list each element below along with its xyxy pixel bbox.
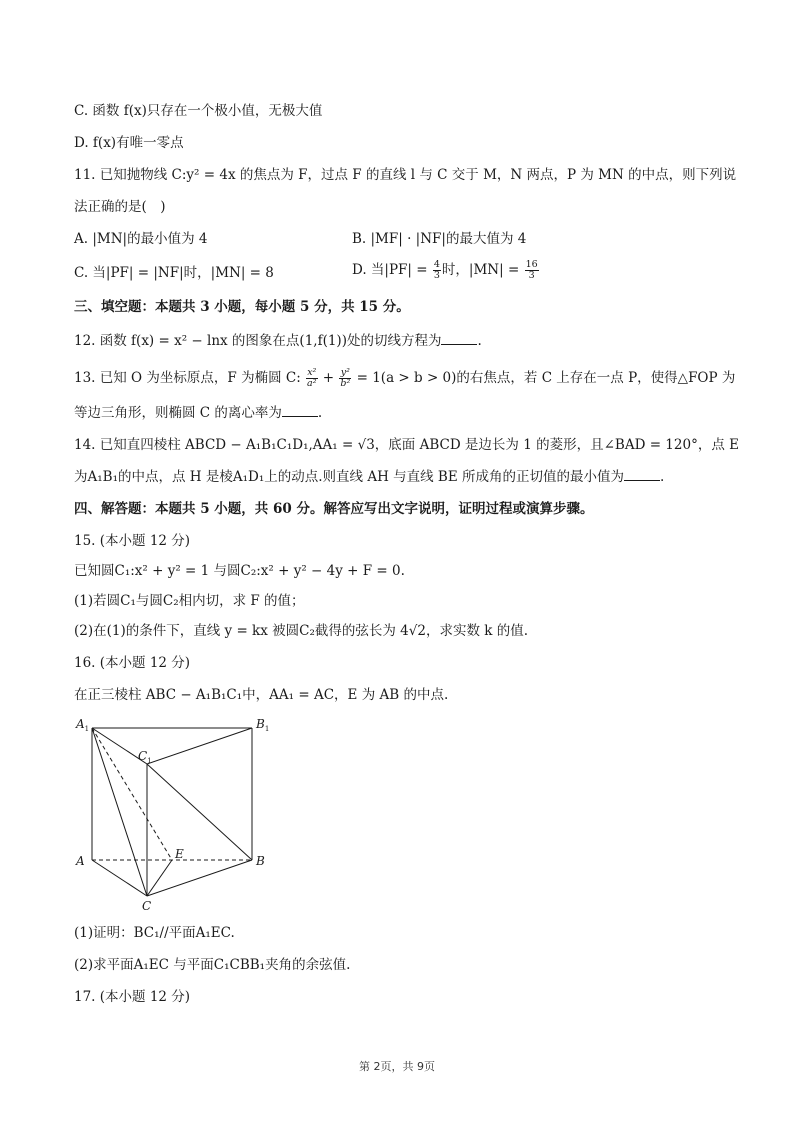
label-b: B	[256, 854, 265, 868]
q14-line1: 14. 已知直四棱柱 ABCD − A₁B₁C₁D₁,AA₁ = √3，底面 ABCD 是边长为 1 的菱形，且∠BAD = 120°，点 E	[74, 437, 739, 453]
q12-stem: 12. 函数 f(x) = x² − lnx 的图象在点(1,f(1))处的切线方程为	[74, 333, 442, 349]
section-3-heading: 三、填空题：本题共 3 小题，每小题 5 分，共 15 分。	[74, 299, 410, 315]
answer-blank	[441, 332, 477, 345]
fraction-x2-a2: $\frac{\text{x²}}{\text{a²}}$	[307, 367, 317, 389]
q11-option-d-middle: 时，|MN| =	[441, 262, 524, 278]
fraction-den: 3	[433, 270, 440, 281]
label-c1: $C_1$	[138, 749, 152, 765]
fraction-16-3	[525, 260, 539, 281]
q17-title: 17. (本小题 12 分)	[74, 989, 191, 1005]
q10-option-d: D. f(x)有唯一零点	[74, 135, 184, 151]
q15-title: 15. (本小题 12 分)	[74, 533, 191, 549]
label-a: A	[76, 854, 85, 868]
q15-stem: 已知圆C₁:x² + y² = 1 与圆C₂:x² + y² − 4y + F = 0.	[74, 563, 405, 579]
page-footer: 第 2页，共 9页	[359, 1060, 435, 1073]
q13-line2: 等边三角形，则椭圆 C 的离心率为 .	[74, 405, 323, 421]
fraction-num: 4	[433, 259, 440, 270]
answer-blank	[282, 404, 318, 417]
q15-part2: (2)在(1)的条件下，直线 y = kx 被圆C₂截得的弦长为 4√2，求实数 k 的值.	[74, 623, 529, 639]
q11-option-b: B. |MF| · |NF|的最大值为 4	[352, 231, 527, 247]
q10-option-c: C. 函数 f(x)只存在一个极小值，无极大值	[74, 103, 323, 119]
edge-a-c	[92, 860, 147, 896]
q13-suffix: = 1(a > b > 0)的右焦点，若 C 上存在一点 P，使得△FOP 为	[352, 370, 736, 386]
edge-b1-c1	[147, 728, 252, 764]
section-4-heading: 四、解答题：本题共 5 小题，共 60 分。解答应写出文字说明，证明过程或演算步骤。	[74, 501, 594, 517]
label-e: E	[175, 847, 184, 861]
q11-option-d	[352, 260, 540, 281]
q11-stem-line2: 法正确的是( )	[74, 199, 166, 215]
q11-option-a: A. |MN|的最小值为 4	[74, 231, 208, 247]
q16-part1: (1)证明：BC₁//平面A₁EC.	[74, 925, 235, 941]
segment-c-e	[147, 860, 172, 896]
q16-title: 16. (本小题 12 分)	[74, 655, 191, 671]
label-b1: $B_1$	[256, 717, 270, 733]
q13-line2-text: 等边三角形，则椭圆 C 的离心率为	[74, 405, 282, 421]
q11-option-d-prefix: D. 当|PF| =	[352, 262, 432, 278]
fraction-den: 3	[528, 270, 535, 281]
q14-line2-text: 为A₁B₁的中点，点 H 是棱A₁D₁上的动点.则直线 AH 与直线 BE 所成角的正切值的最小值为	[74, 469, 624, 485]
q15-part1: (1)若圆C₁与圆C₂相内切，求 F 的值；	[74, 593, 305, 609]
q16-part2: (2)求平面A₁EC 与平面C₁CBB₁夹角的余弦值.	[74, 957, 351, 973]
q13-line1: 13. 已知 O 为坐标原点，F 为椭圆 C: $\frac{\text{x²}}{\text{a²}}$ + $\frac{\text{y²}}{\text{b²}}$ = 1(a > b > 0)的右焦点，若 C 上存在一点 P，使得△FOP 为	[74, 367, 736, 389]
label-a1: $A_1$	[76, 717, 90, 733]
label-c: C	[142, 899, 152, 913]
q11-option-c: C. 当|PF| = |NF|时，|MN| = 8	[74, 265, 274, 281]
segment-c1-b	[147, 764, 252, 860]
fraction-4-3	[433, 260, 441, 281]
edge-c-b	[147, 860, 252, 896]
prism-figure	[70, 712, 280, 917]
answer-blank	[624, 468, 660, 481]
q11-stem-line1: 11. 已知抛物线 C:y² = 4x 的焦点为 F，过点 F 的直线 l 与 C 交于 M，N 两点，P 为 MN 的中点，则下列说	[74, 167, 737, 183]
q16-stem: 在正三棱柱 ABC − A₁B₁C₁中，AA₁ = AC，E 为 AB 的中点.	[74, 687, 449, 703]
segment-a1-e-hidden	[92, 728, 172, 860]
fraction-num: 16	[525, 259, 538, 270]
q13-prefix: 13. 已知 O 为坐标原点，F 为椭圆 C:	[74, 370, 306, 386]
q14-line2: 为A₁B₁的中点，点 H 是棱A₁D₁上的动点.则直线 AH 与直线 BE 所成角的正切值的最小值为 .	[74, 469, 665, 485]
fraction-y2-b2: $\frac{\text{y²}}{\text{b²}}$	[340, 367, 351, 389]
q12-text: 12. 函数 f(x) = x² − lnx 的图象在点(1,f(1))处的切线方程为 .	[74, 333, 482, 349]
